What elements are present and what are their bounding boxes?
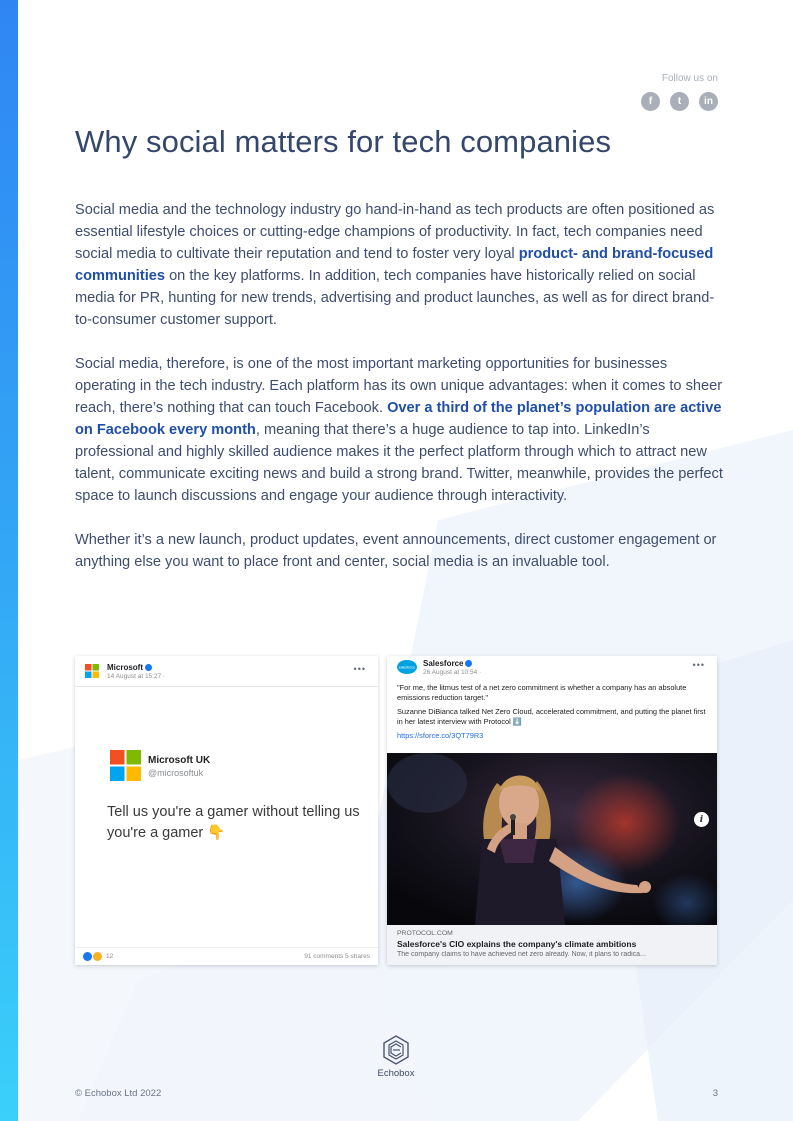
verified-icon [465, 660, 472, 667]
tweet-account-name: Microsoft UK [148, 755, 211, 766]
link-domain: PROTOCOL.COM [397, 930, 453, 937]
post-footer [75, 947, 378, 965]
haha-reaction-icon [93, 952, 102, 961]
post-author[interactable] [423, 659, 717, 668]
post-text [387, 683, 717, 727]
facebook-icon[interactable]: f [641, 92, 660, 111]
linkedin-icon[interactable]: in [699, 92, 718, 111]
salesforce-logo-icon [397, 660, 417, 674]
post-author[interactable] [107, 663, 378, 672]
follow-us [641, 73, 718, 111]
page-number: 3 [712, 1088, 718, 1099]
communities-link[interactable]: product- and brand-focused communities [75, 246, 714, 284]
article-body [75, 199, 723, 595]
echobox-logo-icon [381, 1034, 411, 1066]
post-timestamp: 26 August at 10:54 · [423, 669, 482, 676]
reaction-count: 12 [106, 953, 114, 960]
microsoft-logo-icon [85, 664, 99, 678]
paragraph-text: on the key platforms. In addition, tech companies have historically relied on social media for PR, hunting for new trends, advertising and product launches, as well as for direct brand-to-consumer customer support. [75, 268, 715, 328]
page-title: Why social matters for tech companies [75, 124, 612, 159]
tweet-account-handle: @microsoftuk [148, 768, 204, 778]
copyright: © Echobox Ltd 2022 [75, 1088, 162, 1099]
verified-icon [145, 664, 152, 671]
like-reaction-icon [83, 952, 92, 961]
sidebar-accent-bar [0, 0, 18, 1121]
post-author-name: Microsoft [107, 663, 143, 672]
post-description: Suzanne DiBianca talked Net Zero Cloud, accelerated commitment, and putting the planet first in her latest interview with Protocol ⬇️ [397, 707, 706, 726]
post-header [75, 656, 378, 686]
post-link[interactable]: https://sforce.co/3QT79R3 [397, 731, 484, 740]
post-quote: "For me, the litmus test of a net zero commitment is whether a company has an absolute emissions reduction target." [397, 683, 687, 702]
salesforce-post-card [387, 656, 717, 965]
post-stats[interactable]: 91 comments 5 shares [304, 953, 370, 960]
tweet-text: Tell us you're a gamer without telling us you're a gamer 👇 [107, 804, 360, 841]
link-preview[interactable] [387, 925, 717, 965]
salesforce-logo-text: salesforce [398, 665, 416, 670]
link-headline: Salesforce's CIO explains the company's climate ambitions [397, 939, 637, 949]
post-header [387, 656, 717, 683]
paragraph-2 [75, 353, 723, 507]
divider [75, 686, 378, 687]
paragraph-3: Whether it’s a new launch, product updates, event announcements, direct customer engagement or anything else you want to place front and center, social media is an invaluable tool. [75, 532, 717, 570]
paragraph-text: Social media, therefore, is one of the most important marketing opportunities for businesses operating in the tech industry. Each platform has its own unique advantages: when it comes to sheer reach, there’s nothing that can touch Facebook. [75, 356, 723, 416]
microsoft-post-card [75, 656, 378, 965]
link-description: The company claims to have achieved net zero already. Now, it plans to radica... [397, 951, 646, 958]
paragraph-text: , meaning that there’s a huge audience to tap into. LinkedIn’s professional and highly skilled audience makes it the perfect platform through which to attract new talent, communicate exciting news and build a strong brand. Twitter, meanwhile, provides the perfect space to launch discussions and engage your audience through interactivity. [75, 422, 723, 504]
info-icon[interactable]: i [694, 812, 709, 827]
paragraph-1 [75, 199, 723, 331]
reactions[interactable] [83, 952, 113, 961]
speaker-photo[interactable] [387, 753, 717, 925]
facebook-stat-link[interactable]: Over a third of the planet’s population are active on Facebook every month [75, 400, 722, 438]
microsoft-logo-icon [110, 750, 141, 781]
post-author-name: Salesforce [423, 659, 464, 668]
paragraph-text: Social media and the technology industry go hand-in-hand as tech products are often positioned as essential lifestyle choices or cutting-edge champions of productivity. In fact, tech companies need social media to cultivate their reputation and tend to foster very loyal [75, 202, 715, 262]
more-options-icon[interactable]: ••• [692, 660, 705, 670]
social-links [641, 92, 718, 111]
twitter-icon[interactable]: t [670, 92, 689, 111]
post-timestamp: 14 August at 15:27 · [107, 673, 166, 680]
brand-name: Echobox [377, 1068, 415, 1079]
follow-us-label: Follow us on [661, 73, 718, 84]
more-options-icon[interactable]: ••• [353, 664, 366, 674]
